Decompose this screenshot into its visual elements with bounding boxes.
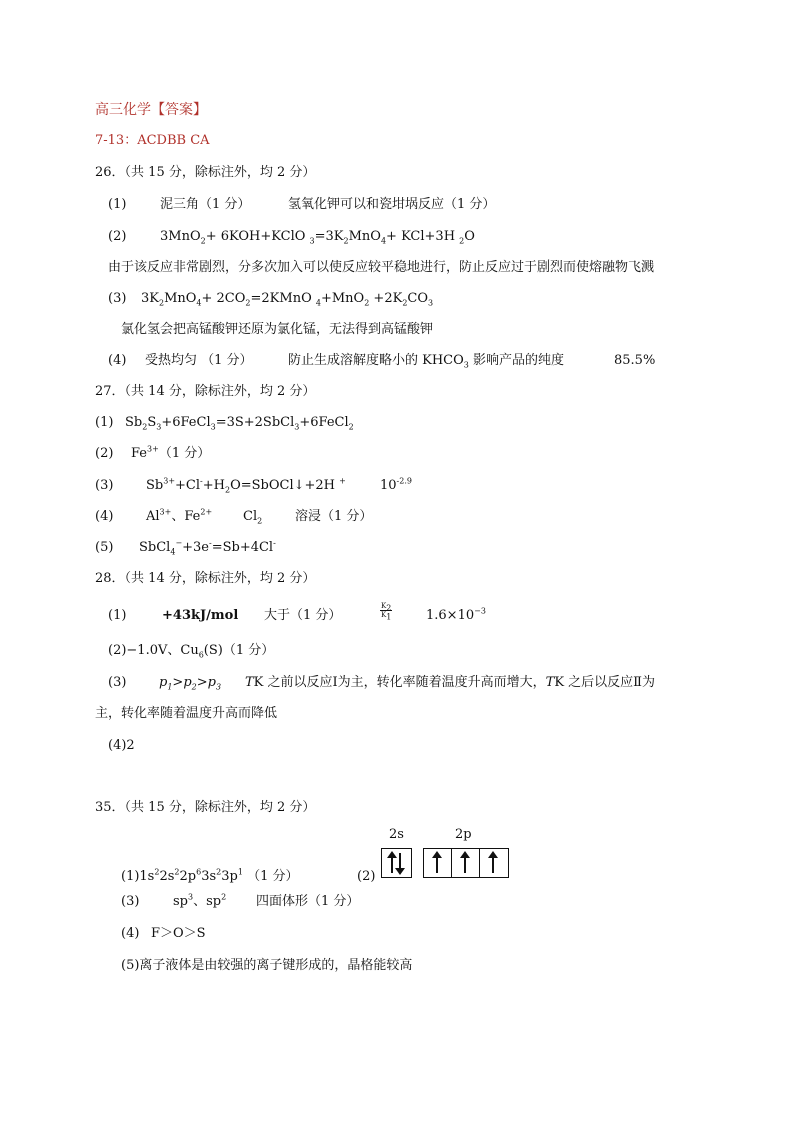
q35-part4 <box>121 925 206 943</box>
part-number: (1) <box>108 608 127 623</box>
q26-part2 <box>108 228 475 246</box>
answer-text: $10^{-2.9}$ <box>380 476 412 493</box>
part-number: (3) <box>108 291 127 306</box>
answer-text: 防止生成溶解度略小的 $KHCO_3$ 影响产品的纯度 <box>288 353 565 370</box>
spin-up-arrow-icon <box>492 853 494 873</box>
orbital-cell <box>480 849 507 877</box>
answer-text: 四面体形（1 分） <box>256 894 360 909</box>
mark: （1 分） <box>247 869 299 884</box>
answer-text: +43kJ/mol <box>162 608 239 623</box>
q27-part1 <box>95 414 354 432</box>
q35-part5: (5)离子液体是由较强的离子键形成的，晶格能较高 <box>121 958 413 973</box>
answer-text: 溶浸（1 分） <box>295 509 373 524</box>
q26-part4 <box>108 352 656 370</box>
q28-part3-cont: 主，转化率随着温度升高而降低 <box>95 706 278 721</box>
q28-part2: (2)−1.0V、$Cu_6(S)(1$ 分） <box>108 643 275 660</box>
q35-part3 <box>121 892 360 911</box>
q35-header: 35．（共 15 分，除标注外，均 2 分） <box>95 800 316 815</box>
hybridization: $sp^3$、$sp^2$ <box>173 892 227 909</box>
equation: SbCl$_4$−+3e-=Sb+4Cl- <box>139 538 276 557</box>
q28-part4: (4)2 <box>108 738 135 753</box>
answer-text: F＞O＞S <box>151 926 206 941</box>
pressure-order: $p_1>p_2>p_3$ <box>159 675 222 692</box>
q27-part5 <box>95 538 276 557</box>
orbital-box-2p <box>423 848 509 878</box>
electron-config: $(1)1s^22s^22p^63s^23p^1$ <box>121 867 243 884</box>
q27-part2 <box>95 444 211 463</box>
equation: $Sb^{3+}+Cl^-+H_2O=SbOCl↓+2H$ + <box>146 476 346 495</box>
equation: 3MnO$_2$+ 6KOH+KClO $_3=3K_2MnO_4+ KCl+3H$ $_2$O <box>160 229 475 246</box>
part-number: (1) <box>95 415 114 430</box>
spin-up-arrow-icon <box>391 853 393 873</box>
q28-part3 <box>108 674 656 692</box>
orbital-cell <box>452 849 480 877</box>
part-number: (2) <box>95 446 114 461</box>
percentage: 85.5% <box>614 353 656 368</box>
q27-part3 <box>95 476 412 495</box>
part-number: (2) <box>108 229 127 244</box>
answer-text: $Cl_2$ <box>243 509 263 526</box>
equation: $Sb_2S_3+6FeCl_3=3S+2SbCl_3+6FeCl_2$ <box>125 415 354 432</box>
equation: $3K_2MnO_4+$ $2CO_2=2KMnO$ $_4+MnO_2 +2K_2CO_3$ <box>141 291 434 308</box>
answer-text: 大于（1 分） <box>264 608 342 623</box>
q28-part1 <box>108 602 486 625</box>
part-number: (4) <box>121 926 140 941</box>
q26-part3 <box>108 290 434 308</box>
part-number: (3) <box>108 675 127 690</box>
answer-text: TK 之前以反应Ⅰ为主，转化率随着温度升高而增大，TK 之后以反应Ⅱ为 <box>245 675 656 690</box>
orbital-label-2s: 2s <box>389 827 404 842</box>
q26-part1 <box>108 196 496 214</box>
part-number: (3) <box>121 894 140 909</box>
q26-part2-note: 由于该反应非常剧烈，分多次加入可以使反应较平稳地进行，防止反应过于剧烈而使熔融物飞溅 <box>108 260 655 275</box>
spin-up-arrow-icon <box>464 853 466 873</box>
orbital-box-2s <box>381 848 412 878</box>
q27-part4 <box>95 507 373 526</box>
fraction: $\frac{K_2}{K_1}$ <box>381 602 392 622</box>
page-title: 高三化学【答案】 <box>95 102 207 118</box>
part-number: (1) <box>108 197 127 212</box>
answer-text: $Al^{3+}$、$Fe^{2+}$ <box>146 507 213 524</box>
q28-header: 28．（共 14 分，除标注外，均 2 分） <box>95 571 316 586</box>
q26-part3-note: 氯化氢会把高锰酸钾还原为氯化锰，无法得到高锰酸钾 <box>121 322 434 337</box>
part-number: (4) <box>95 509 114 524</box>
answer-text: 受热均匀 （1 分） <box>145 353 253 368</box>
answer-text: $1.6\times 10^{-3}$ <box>426 606 486 623</box>
part-number: (4) <box>108 353 127 368</box>
part-number: (3) <box>95 478 114 493</box>
spin-down-arrow-icon <box>399 853 401 873</box>
orbital-label-2p: 2p <box>455 827 472 842</box>
spin-up-arrow-icon <box>436 853 438 873</box>
answer-text: 氢氧化钾可以和瓷坩埚反应（1 分） <box>288 197 496 212</box>
mc-answers: 7-13：ACDBB CA <box>95 133 210 148</box>
answer-text: $Fe^{3+}(1$ 分） <box>131 444 211 461</box>
q27-header: 27．（共 14 分，除标注外，均 2 分） <box>95 384 316 399</box>
part-number: (5) <box>95 540 114 555</box>
orbital-cell <box>424 849 452 877</box>
q35-part1 <box>121 868 298 886</box>
q26-header: 26．（共 15 分，除标注外，均 2 分） <box>95 165 316 180</box>
answer-text: 泥三角（1 分） <box>160 197 251 212</box>
q35-part2-label: (2) <box>357 869 376 884</box>
